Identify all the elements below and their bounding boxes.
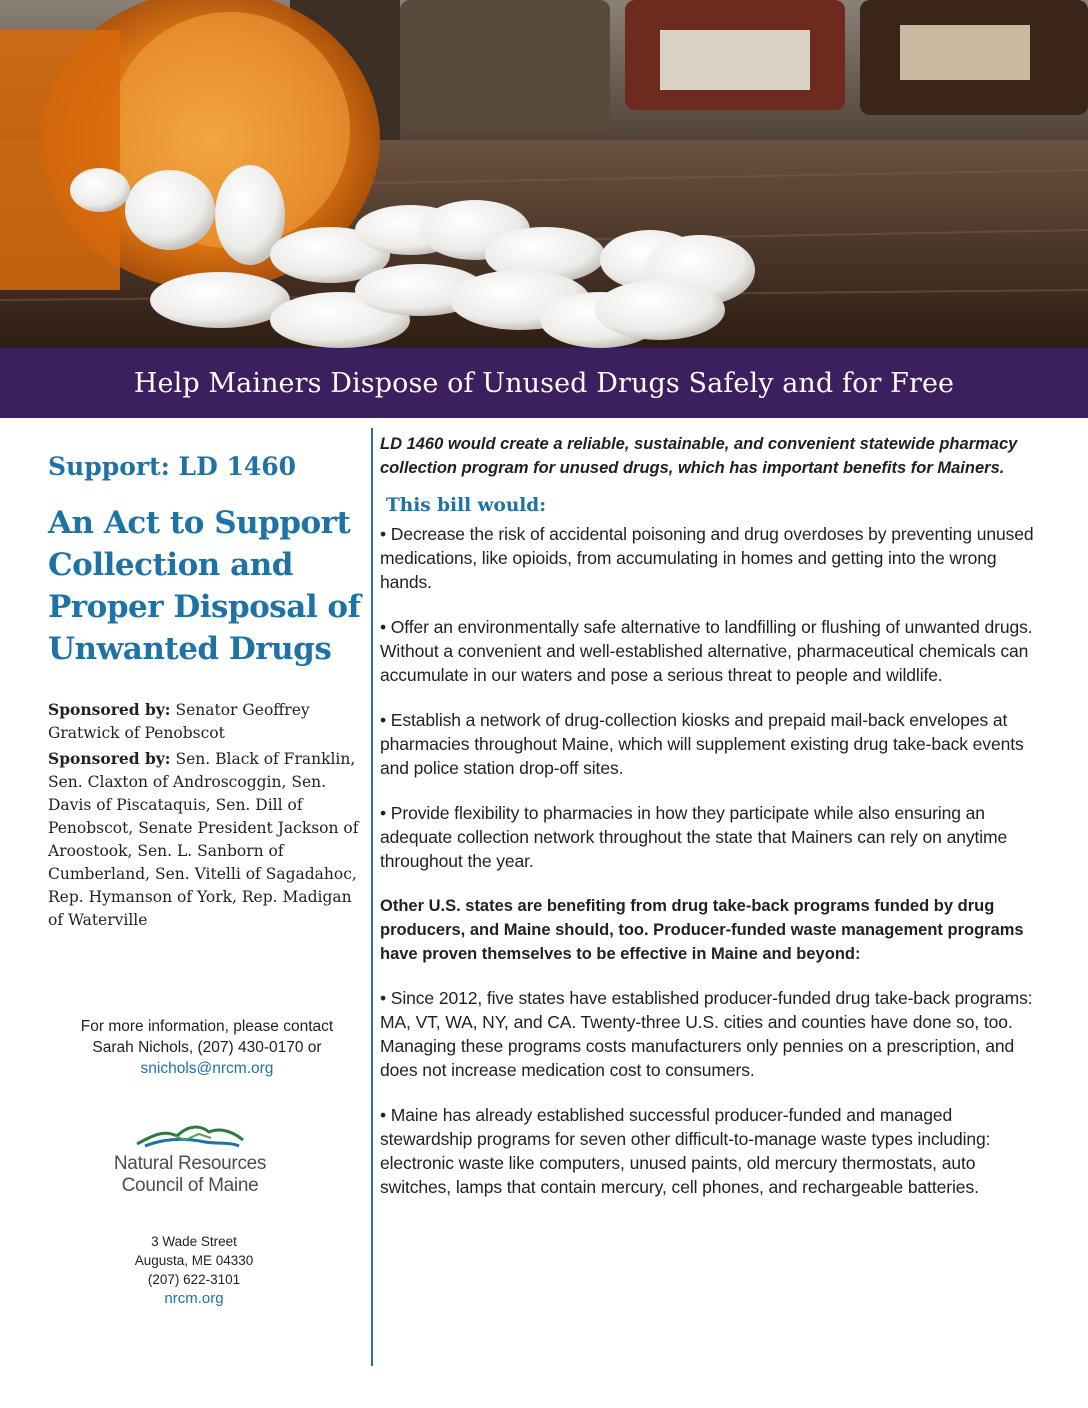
act-title — [48, 502, 366, 670]
pills-bottle-image — [0, 0, 1088, 348]
contact-email-link[interactable]: snichols@nrcm.org — [140, 1060, 274, 1077]
sponsor-names: Sen. Black of Franklin, Sen. Claxton of Androscoggin, Sen. Davis of Piscataquis, Sen. Dill of Penobscot, Senate President Jackson of Aroostook, Sen. L. Sanborn of Cumberland, Sen. Vitelli of Sagadahoc, Rep. Hymanson of York, Rep. Madigan of Waterville — [48, 750, 359, 929]
evidence-bullet: • Maine has already established successful producer-funded and managed stewardship programs for seven other difficult-to-manage waste types including: electronic waste like computers, unused paints, old mercury thermostats, auto switches, lamps that contain mercury, cell phones, and rechargeable batteries. — [380, 1105, 991, 1197]
org-name-line: Natural Resources — [113, 1153, 267, 1174]
contact-line: Sarah Nichols, (207) 430-0170 or — [92, 1039, 322, 1056]
contact-line: For more information, please contact — [80, 1018, 334, 1035]
hero-photo — [0, 0, 1088, 348]
other-states-paragraph: Other U.S. states are benefiting from drug take-back programs funded by drug producers, and Maine should, too. Producer-funded waste management programs have proven themselves to be effective in Maine and beyond: — [380, 897, 1024, 963]
sponsor-label: Sponsored by: — [48, 749, 171, 768]
act-title-line: An Act to Support — [48, 505, 351, 541]
website-link[interactable]: nrcm.org — [164, 1290, 224, 1307]
sponsor-label: Sponsored by: — [48, 700, 171, 719]
support-title: Support: LD 1460 — [48, 452, 297, 481]
mountain-logo-icon — [135, 1122, 245, 1148]
headline-text: Help Mainers Dispose of Unused Drugs Safely and for Free — [133, 367, 955, 399]
column-divider — [371, 428, 373, 1366]
org-address — [48, 1232, 340, 1308]
bill-heading: This bill would: — [386, 495, 547, 516]
address-phone: (207) 622-3101 — [147, 1272, 241, 1287]
right-column — [380, 432, 1048, 1220]
contact-info — [48, 1016, 366, 1079]
benefit-bullet: • Offer an environmentally safe alternative to landfilling or flushing of unwanted drugs. Without a convenient and well-established alternative, pharmaceutical chemicals can accumulate in our waters and pose a serious threat to people and wildlife. — [380, 617, 1033, 685]
left-column — [48, 450, 366, 932]
sponsor-names: Senator Geoffrey Gratwick of Penobscot — [48, 701, 310, 742]
org-name-line: Council of Maine — [121, 1175, 259, 1196]
org-name — [100, 1153, 280, 1197]
benefit-bullet: • Decrease the risk of accidental poisoning and drug overdoses by preventing unused medications, like opioids, from accumulating in homes and getting into the wrong hands. — [380, 524, 1034, 592]
benefit-bullet: • Provide flexibility to pharmacies in how they participate while also ensuring an adequate collection network throughout the state that Mainers can rely on anytime throughout the year. — [380, 803, 1008, 871]
headline-banner — [0, 348, 1088, 418]
act-title-line: Unwanted Drugs — [48, 631, 332, 667]
co-sponsors — [48, 747, 366, 932]
benefit-bullet: • Establish a network of drug-collection kiosks and prepaid mail-back envelopes at pharmacies throughout Maine, which will supplement existing drug take-back events and police station drop-off sites. — [380, 710, 1024, 778]
intro-paragraph: LD 1460 would create a reliable, sustainable, and convenient statewide pharmacy collection program for unused drugs, which has important benefits for Mainers. — [380, 435, 1018, 477]
act-title-line: Collection and — [48, 547, 293, 583]
address-street: 3 Wade Street — [151, 1234, 237, 1249]
act-title-line: Proper Disposal of — [48, 589, 361, 625]
primary-sponsor — [48, 698, 366, 745]
evidence-bullet: • Since 2012, five states have established producer-funded drug take-back programs: MA, VT, WA, NY, and CA. Twenty-three U.S. cities and counties have done so, too. Managing these programs costs manufacturers only pennies on a prescription, and does not increase medication cost to consumers. — [380, 988, 1033, 1080]
nrcm-logo — [100, 1122, 280, 1197]
address-city: Augusta, ME 04330 — [134, 1253, 254, 1268]
